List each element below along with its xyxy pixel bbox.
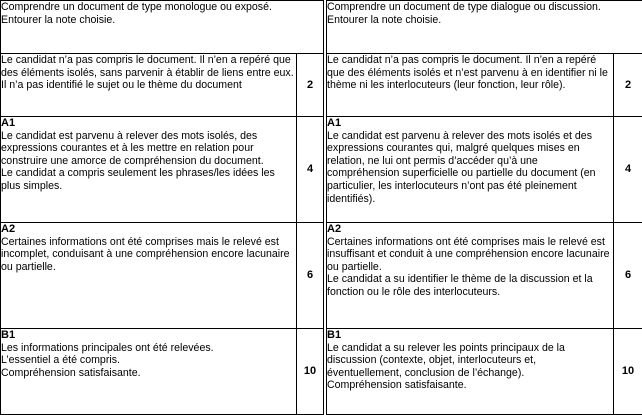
monologue-note[interactable]: 4 [297, 117, 324, 223]
description-text: Le candidat a su identifier le thème de la discussion et la fonction ou le rôle des interlocuteurs. [327, 273, 613, 298]
level-label: B1 [1, 329, 296, 342]
monologue-description [1, 54, 297, 117]
dialogue-description [327, 223, 614, 329]
header-dialogue-title: Comprendre un document de type dialogue ou discussion. [327, 1, 642, 14]
header-monologue-instruction: Entourer la note choisie. [1, 14, 323, 27]
dialogue-description [327, 329, 614, 415]
monologue-description [1, 117, 297, 223]
level-label: A2 [1, 223, 296, 236]
table-row [1, 223, 642, 329]
monologue-note[interactable]: 6 [297, 223, 324, 329]
description-text: Compréhension satisfaisante. [1, 367, 296, 380]
description-text: Le candidat n’a pas compris le document. Il n’en a repéré que des éléments isolés et n’est parvenu à en identifier ni le thème ni les interlocuteurs (leur fonction, leur rôle). [327, 54, 613, 92]
description-text: Le candidat n’a pas compris le document. Il n’en a repéré que des éléments isolés, sans parvenir à établir de liens entre eux. Il n’a pas identifié le sujet ou le thème du document [1, 54, 296, 92]
description-text: Le candidat est parvenu à relever des mots isolés et des expressions courantes qui, malgré quelques mises en relation, ne lui ont permis d’accéder qu’à une compréhension superficielle ou partielle du document (en particulier, les interlocuteurs n’ont pas été pleinement identifiés). [327, 130, 613, 206]
description-text: L’essentiel a été compris. [1, 354, 296, 367]
description-text: Certaines informations ont été comprises mais le relevé est insuffisant et conduit à une compréhension encore lacunaire ou partielle. [327, 236, 613, 274]
level-label: A1 [1, 117, 296, 130]
table-row [1, 329, 642, 415]
monologue-note[interactable]: 10 [297, 329, 324, 415]
table-row [1, 117, 642, 223]
monologue-description [1, 223, 297, 329]
dialogue-description [327, 117, 614, 223]
description-text: Les informations principales ont été relevées. [1, 342, 296, 355]
dialogue-note[interactable]: 6 [614, 223, 642, 329]
monologue-note[interactable]: 2 [297, 54, 324, 117]
level-label: B1 [327, 329, 613, 342]
dialogue-note[interactable]: 4 [614, 117, 642, 223]
description-text: Le candidat a compris seulement les phrases/les idées les plus simples. [1, 167, 296, 192]
level-label: A2 [327, 223, 613, 236]
header-monologue-title: Comprendre un document de type monologue ou exposé. [1, 1, 323, 14]
header-row [1, 1, 642, 54]
description-text: Compréhension satisfaisante. [327, 379, 613, 392]
dialogue-note[interactable]: 10 [614, 329, 642, 415]
table-row [1, 54, 642, 117]
dialogue-description [327, 54, 614, 117]
header-dialogue [327, 1, 642, 54]
header-dialogue-instruction: Entourer la note choisie. [327, 14, 642, 27]
level-label: A1 [327, 117, 613, 130]
monologue-description [1, 329, 297, 415]
description-text: Certaines informations ont été comprises mais le relevé est incomplet, conduisant à une compréhension encore lacunaire ou partielle. [1, 236, 296, 274]
description-text: Le candidat est parvenu à relever des mots isolés, des expressions courantes et à les mettre en relation pour construire une amorce de compréhension du document. [1, 130, 296, 168]
dialogue-note[interactable]: 2 [614, 54, 642, 117]
header-monologue [1, 1, 324, 54]
description-text: Le candidat a su relever les points principaux de la discussion (contexte, objet, interlocuteurs et, éventuellement, conclusion de l’échange). [327, 342, 613, 380]
